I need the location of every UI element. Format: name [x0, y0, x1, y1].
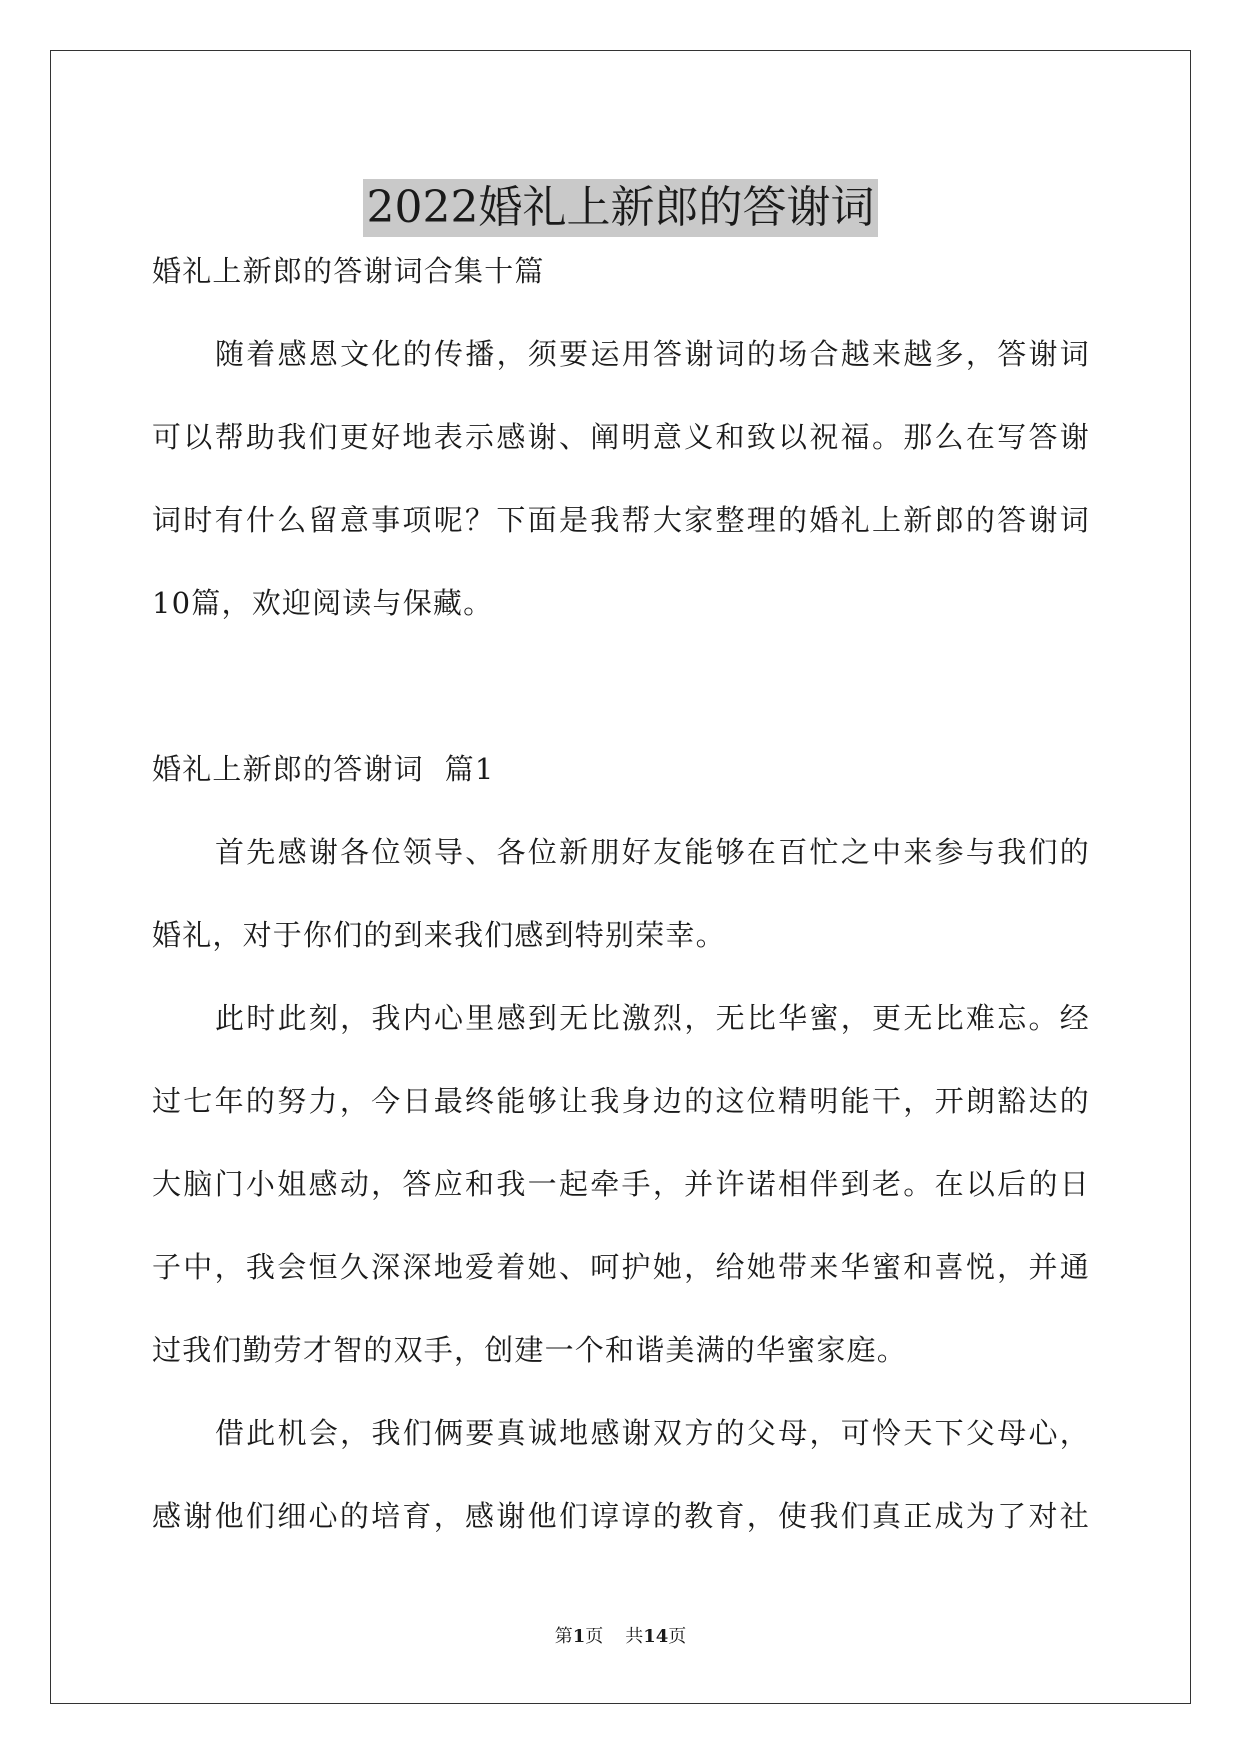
- document-title: 2022婚礼上新郎的答谢词: [363, 179, 879, 237]
- paragraph-line: 感谢他们细心的培育，感谢他们谆谆的教育，使我们真正成为了对社: [152, 1499, 1090, 1533]
- document-body: [152, 230, 1090, 1558]
- intro-line: 可以帮助我们更好地表示感谢、阐明意义和致以祝福。那么在写答谢: [152, 420, 1090, 454]
- paragraph-line: 过七年的努力，今日最终能够让我身边的这位精明能干，开朗豁达的: [152, 1084, 1090, 1118]
- footer-prefix: 第: [554, 1626, 573, 1647]
- total-pages-number: 14: [643, 1626, 669, 1647]
- footer-page-unit: 页: [585, 1626, 604, 1647]
- page-footer: [0, 1625, 1241, 1649]
- paragraph-line: 过我们勤劳才智的双手，创建一个和谐美满的华蜜家庭。: [152, 1333, 908, 1367]
- paragraph-line: 婚礼，对于你们的到来我们感到特别荣幸。: [152, 918, 726, 952]
- intro-line: 10篇，欢迎阅读与保藏。: [152, 586, 494, 620]
- paragraph-line: 借此机会，我们俩要真诚地感谢双方的父母，可怜天下父母心，: [215, 1416, 1090, 1450]
- paragraph-line: 子中，我会恒久深深地爱着她、呵护她，给她带来华蜜和喜悦，并通: [152, 1250, 1090, 1284]
- section-heading: 婚礼上新郎的答谢词 篇1: [152, 752, 495, 786]
- paragraph-line: 大脑门小姐感动，答应和我一起牵手，并许诺相伴到老。在以后的日: [152, 1167, 1090, 1201]
- intro-line: 词时有什么留意事项呢？下面是我帮大家整理的婚礼上新郎的答谢词: [152, 503, 1090, 537]
- blank-line: [152, 645, 1090, 728]
- intro-line: 随着感恩文化的传播，须要运用答谢词的场合越来越多，答谢词: [215, 337, 1090, 371]
- paragraph-line: 此时此刻，我内心里感到无比激烈，无比华蜜，更无比难忘。经: [215, 1001, 1090, 1035]
- paragraph-line: 首先感谢各位领导、各位新朋好友能够在百忙之中来参与我们的: [215, 835, 1090, 869]
- footer-total-prefix: 共: [625, 1626, 644, 1647]
- footer-total-unit: 页: [668, 1626, 687, 1647]
- document-subtitle: 婚礼上新郎的答谢词合集十篇: [152, 254, 545, 288]
- current-page-number: 1: [572, 1626, 586, 1647]
